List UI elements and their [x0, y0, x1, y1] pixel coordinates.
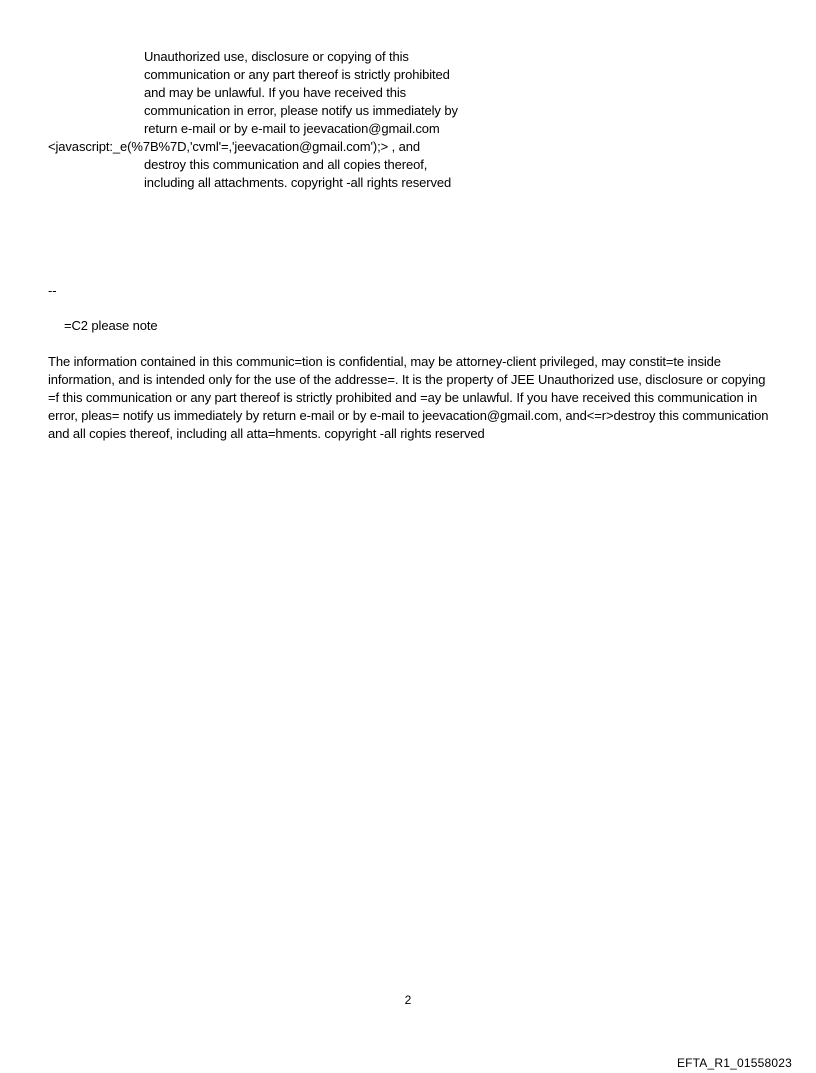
disclaimer-line: return e-mail or by e-mail to jeevacation@gmail.com [144, 121, 440, 136]
disclaimer-line: Unauthorized use, disclosure or copying of this [144, 49, 409, 64]
disclaimer-block [48, 48, 508, 192]
signature-separator: -- [48, 283, 57, 298]
disclaimer-line: communication or any part thereof is strictly prohibited [144, 67, 450, 82]
disclaimer-line: including all attachments. copyright -all rights reserved [144, 175, 452, 190]
disclaimer-javascript-link: <javascript:_e(%7B%7D,'cvml'=,'jeevacation@gmail.com');> , and [48, 139, 421, 154]
disclaimer-line: destroy this communication and all copies thereof, [144, 157, 428, 172]
confidentiality-paragraph: The information contained in this communic=tion is confidential, may be attorney-client privileged, may constit=te inside information, and is intended only for the use of the addresse=. It is the property of JEE Unauthorized use, disclosure or copying =f this communication or any part thereof is strictly prohibited and =ay be unlawful. If you have received this communication in error, pleas= notify us immediately by return e-mail or by e-mail to jeevacation@gmail.com, and<=r>destroy this communication and all copies thereof, including all atta=hments. copyright -all rights reserved [48, 354, 769, 441]
page-number: 2 [404, 993, 412, 1007]
disclaimer-line: and may be unlawful. If you have received this [144, 85, 407, 100]
disclaimer-line: communication in error, please notify us immediately by [144, 103, 458, 118]
note-line: =C2 please note [64, 318, 158, 333]
document-id: EFTA_R1_01558023 [676, 1056, 792, 1070]
